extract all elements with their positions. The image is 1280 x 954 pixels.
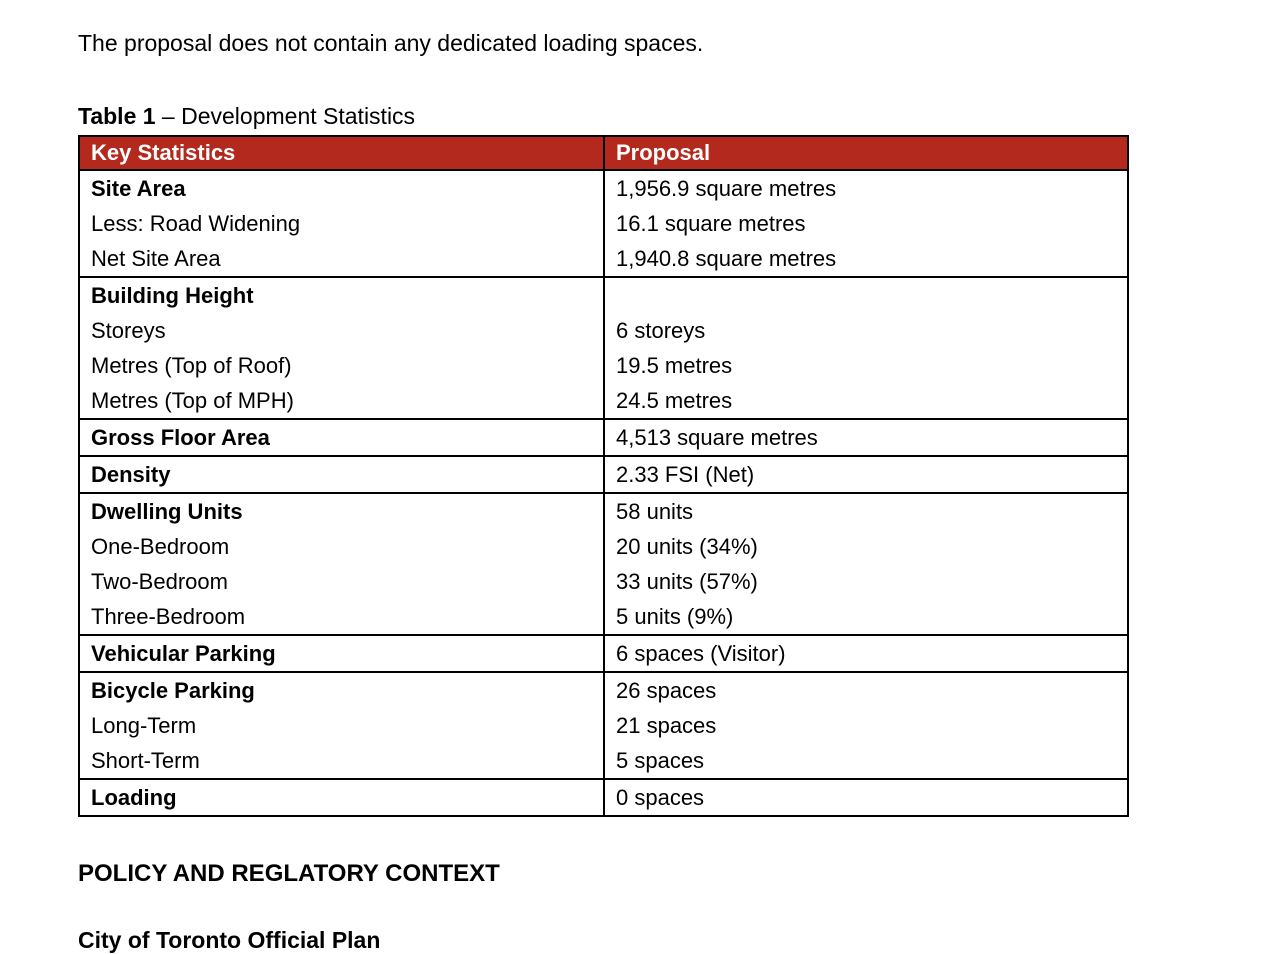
stat-label-cell: Long-Term bbox=[79, 708, 604, 743]
stat-value-cell: 2.33 FSI (Net) bbox=[604, 456, 1128, 493]
table-row bbox=[79, 635, 1128, 672]
table-row bbox=[79, 241, 1128, 277]
column-header-proposal: Proposal bbox=[604, 136, 1128, 170]
table-row bbox=[79, 383, 1128, 419]
stat-label-cell: Short-Term bbox=[79, 743, 604, 779]
stat-value-cell bbox=[604, 277, 1128, 313]
stat-value-cell: 6 storeys bbox=[604, 313, 1128, 348]
stat-value-cell: 26 spaces bbox=[604, 672, 1128, 708]
table-row bbox=[79, 419, 1128, 456]
stat-label-cell: Two-Bedroom bbox=[79, 564, 604, 599]
stat-value-cell: 33 units (57%) bbox=[604, 564, 1128, 599]
stat-value-cell: 21 spaces bbox=[604, 708, 1128, 743]
stat-label-cell: Net Site Area bbox=[79, 241, 604, 277]
table-caption-number: Table 1 bbox=[78, 103, 156, 129]
stat-value-cell: 24.5 metres bbox=[604, 383, 1128, 419]
stat-value-cell: 0 spaces bbox=[604, 779, 1128, 816]
stat-value-cell: 58 units bbox=[604, 493, 1128, 529]
table-row bbox=[79, 206, 1128, 241]
stat-value-cell: 5 spaces bbox=[604, 743, 1128, 779]
stat-value-cell: 1,956.9 square metres bbox=[604, 170, 1128, 206]
table-row bbox=[79, 743, 1128, 779]
table-row bbox=[79, 599, 1128, 635]
table-row bbox=[79, 348, 1128, 383]
stat-label-cell: Site Area bbox=[79, 170, 604, 206]
intro-paragraph: The proposal does not contain any dedicated loading spaces. bbox=[78, 30, 704, 56]
development-statistics-table bbox=[78, 135, 1129, 817]
table-row bbox=[79, 672, 1128, 708]
stat-label-cell: Bicycle Parking bbox=[79, 672, 604, 708]
stat-label-cell: Building Height bbox=[79, 277, 604, 313]
stat-label-cell: One-Bedroom bbox=[79, 529, 604, 564]
table-row bbox=[79, 170, 1128, 206]
stat-value-cell: 6 spaces (Visitor) bbox=[604, 635, 1128, 672]
table-row bbox=[79, 564, 1128, 599]
column-header-key-statistics: Key Statistics bbox=[79, 136, 604, 170]
stat-label-cell: Metres (Top of Roof) bbox=[79, 348, 604, 383]
stat-label-cell: Loading bbox=[79, 779, 604, 816]
stat-label-cell: Density bbox=[79, 456, 604, 493]
stat-value-cell: 19.5 metres bbox=[604, 348, 1128, 383]
footer-cutoff-text: City of Toronto Official Plan bbox=[78, 927, 381, 953]
stat-label-cell: Dwelling Units bbox=[79, 493, 604, 529]
stat-label-cell: Less: Road Widening bbox=[79, 206, 604, 241]
table-row bbox=[79, 779, 1128, 816]
table-row bbox=[79, 529, 1128, 564]
table-row bbox=[79, 277, 1128, 313]
stat-label-cell: Storeys bbox=[79, 313, 604, 348]
table-row bbox=[79, 456, 1128, 493]
table-row bbox=[79, 313, 1128, 348]
stat-value-cell: 4,513 square metres bbox=[604, 419, 1128, 456]
stat-label-cell: Vehicular Parking bbox=[79, 635, 604, 672]
table-caption bbox=[78, 102, 415, 130]
stat-label-cell: Gross Floor Area bbox=[79, 419, 604, 456]
stat-label-cell: Metres (Top of MPH) bbox=[79, 383, 604, 419]
stat-value-cell: 20 units (34%) bbox=[604, 529, 1128, 564]
table-row bbox=[79, 708, 1128, 743]
table-caption-title: – Development Statistics bbox=[155, 103, 416, 129]
stat-label-cell: Three-Bedroom bbox=[79, 599, 604, 635]
table-header-row bbox=[79, 136, 1128, 170]
stat-value-cell: 16.1 square metres bbox=[604, 206, 1128, 241]
table-row bbox=[79, 493, 1128, 529]
section-heading: POLICY AND REGLATORY CONTEXT bbox=[78, 860, 500, 887]
stat-value-cell: 1,940.8 square metres bbox=[604, 241, 1128, 277]
table-body bbox=[79, 170, 1128, 816]
stat-value-cell: 5 units (9%) bbox=[604, 599, 1128, 635]
